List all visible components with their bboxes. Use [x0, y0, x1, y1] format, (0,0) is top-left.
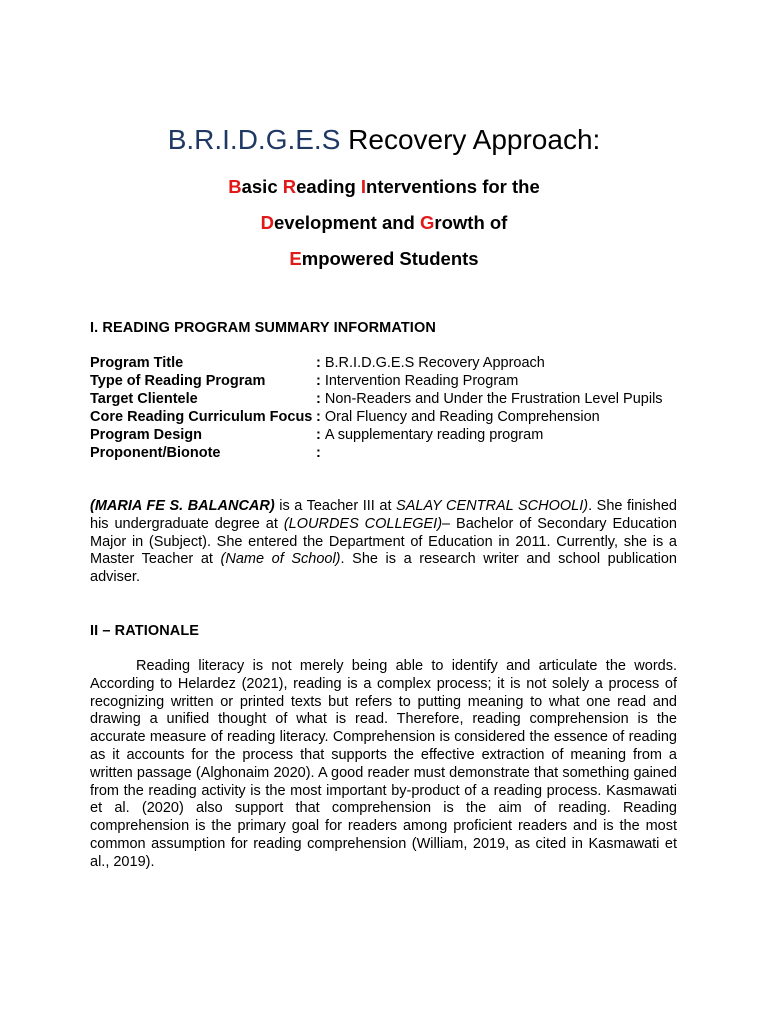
bio-text: . She is a research writer and school publication adviser.: [90, 551, 677, 586]
summary-value: A supplementary reading program: [324, 427, 544, 443]
bio-text: – Bachelor of Secondary Education Major in (Subject). She entered the Department of Education in 2011. Currently, she is a Master Teacher at: [90, 515, 677, 568]
subtitle-initial: D: [260, 212, 275, 233]
summary-separator: :: [316, 391, 321, 407]
proponent-name: (MARIA FE S. BALANCAR): [90, 498, 275, 514]
bio-text: is a Teacher III at: [274, 498, 397, 514]
bionote-paragraph: [90, 498, 677, 587]
title-rest: Recovery Approach:: [340, 124, 601, 155]
subtitle-initial: E: [289, 248, 302, 269]
summary-value: Non-Readers and Under the Frustration Level Pupils: [324, 391, 663, 407]
rationale-text: Reading literacy is not merely being able to identify and articulate the words. According to Helardez (2021), reading is a complex process; it is not solely a process of recognizing written or printed texts but refers to putting meaning to what one read and drawing a unified thought of what is read. Therefore, reading comprehension is the accurate measure of reading literacy. Comprehension is considered the essence of reading as it accounts for the process that supports the effective extraction of meaning from a written passage (Alghonaim 2020). A good reader must demonstrate that something gained from the reading activity is the most important by-product of a reading process. Kasmawati et al. (2020) also support that comprehension is the aim of reading. Reading comprehension is the primary goal for readers among proficient readers and is the most common assumption for reading comprehension (William, 2019, as cited in Kasmawati et al., 2019).: [90, 658, 677, 870]
subtitle-initial: I: [360, 176, 367, 197]
college-name: (LOURDES COLLEGEI): [283, 515, 443, 532]
summary-row: [90, 444, 690, 462]
summary-separator: :: [316, 409, 321, 425]
document-title: [0, 120, 768, 160]
title-acronym: B.R.I.D.G.E.S: [167, 124, 341, 155]
summary-label: Program Title: [90, 355, 184, 371]
section-heading-summary: I. READING PROGRAM SUMMARY INFORMATION: [90, 320, 436, 336]
summary-row: [90, 354, 690, 372]
subtitle-text: eading: [296, 176, 361, 197]
summary-row: [90, 408, 690, 426]
summary-separator: :: [316, 373, 321, 389]
summary-value: Oral Fluency and Reading Comprehension: [324, 409, 600, 425]
subtitle-line-3: [0, 247, 768, 271]
subtitle-initial: B: [228, 176, 242, 197]
summary-label: Type of Reading Program: [90, 373, 266, 389]
school-name: SALAY CENTRAL SCHOOLI): [396, 498, 589, 514]
summary-label: Core Reading Curriculum Focus: [90, 409, 313, 425]
summary-table: [90, 354, 690, 462]
summary-value: Intervention Reading Program: [324, 373, 519, 389]
subtitle-text: asic: [241, 176, 283, 197]
summary-value: B.R.I.D.G.E.S Recovery Approach: [324, 355, 545, 371]
subtitle-text: nterventions for the: [366, 176, 540, 197]
section-heading-rationale: II – RATIONALE: [90, 623, 200, 639]
subtitle-line-1: [0, 175, 768, 199]
summary-separator: :: [316, 427, 321, 443]
summary-label: Proponent/Bionote: [90, 445, 221, 461]
subtitle-text: evelopment and: [274, 212, 420, 233]
summary-separator: :: [316, 445, 321, 461]
rationale-paragraph: [90, 658, 677, 872]
summary-label: Target Clientele: [90, 391, 198, 407]
summary-separator: :: [316, 355, 321, 371]
summary-row: [90, 426, 690, 444]
current-school-name: (Name of School): [220, 551, 341, 568]
subtitle-text: rowth of: [434, 212, 508, 233]
subtitle-initial: G: [420, 212, 435, 233]
subtitle-text: mpowered Students: [301, 248, 479, 269]
summary-row: [90, 390, 690, 408]
subtitle-line-2: [0, 211, 768, 235]
summary-label: Program Design: [90, 427, 202, 443]
subtitle-initial: R: [282, 176, 297, 197]
summary-row: [90, 372, 690, 390]
bio-text: . She finished his undergraduate degree at: [90, 498, 677, 532]
